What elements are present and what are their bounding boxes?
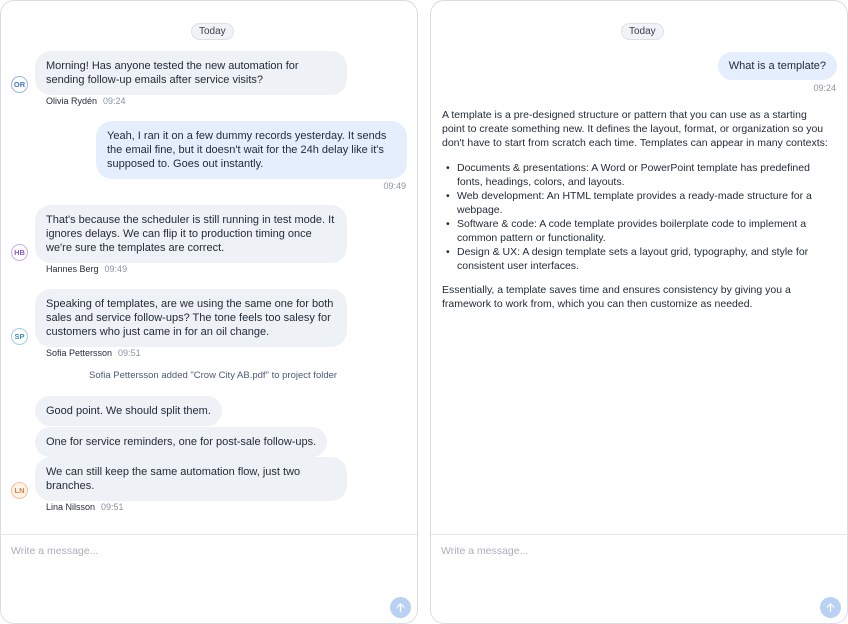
message-author: Lina Nilsson (46, 502, 96, 512)
system-message: Sofia Pettersson added "Crow City AB.pdf" to project folder (89, 370, 338, 381)
message-time: 09:49 (383, 181, 406, 191)
arrow-up-icon (395, 602, 406, 613)
answer-outro: Essentially, a template saves time and ensures consistency by giving you a framework to work from, which you can then customize as needed. (442, 284, 791, 310)
message-bubble: We can still keep the same automation flow, just two branches. (35, 457, 347, 501)
message-author: Sofia Pettersson (46, 348, 113, 358)
message-bubble: Morning! Has anyone tested the new automation for sending follow-up emails after service visits? (35, 51, 347, 95)
message-bubble-outgoing: Yeah, I ran it on a few dummy records yesterday. It sends the email fine, but it doesn't wait for the 24h delay like it's supposed to. Goes out instantly. (96, 121, 407, 179)
message-meta (46, 348, 141, 359)
assistant-answer (442, 108, 832, 311)
message-composer (431, 534, 847, 623)
message-bubble: One for service reminders, one for post-sale follow-ups. (35, 427, 327, 457)
answer-list-item: • Software & code: A code template provides boilerplate code to implement a common pattern or functionality. (442, 217, 832, 245)
message-bubble: Good point. We should split them. (35, 396, 222, 426)
avatar[interactable]: HB (11, 244, 28, 261)
answer-list (442, 161, 832, 273)
arrow-up-icon (825, 602, 836, 613)
date-separator: Today (621, 23, 664, 40)
message-author: Olivia Rydén (46, 96, 98, 106)
message-meta (46, 264, 127, 275)
message-meta (46, 502, 124, 513)
chat-panel-right (430, 0, 848, 624)
message-meta (46, 96, 126, 107)
answer-list-item: • Web development: An HTML template provides a ready-made structure for a webpage. (442, 189, 832, 217)
avatar[interactable]: LN (11, 482, 28, 499)
message-time: 09:24 (813, 83, 836, 93)
message-input[interactable] (441, 542, 771, 560)
answer-list-item: • Documents & presentations: A Word or PowerPoint template has predefined fonts, headings, colors, and layouts. (442, 161, 832, 189)
message-composer (1, 534, 417, 623)
date-separator: Today (191, 23, 234, 40)
message-time: 09:49 (104, 264, 128, 274)
message-input[interactable] (11, 542, 341, 560)
question-bubble: What is a template? (718, 52, 837, 80)
message-time: 09:24 (103, 96, 126, 106)
answer-list-item: • Design & UX: A design template sets a layout grid, typography, and style for consistent user interfaces. (442, 245, 832, 273)
message-bubble: Speaking of templates, are we using the same one for both sales and service follow-ups? The tone feels too salesy for customers who just came in for an oil change. (35, 289, 347, 347)
send-button[interactable] (820, 597, 841, 618)
message-time: 09:51 (101, 502, 124, 512)
answer-intro: A template is a pre-designed structure or pattern that you can use as a starting point to create something new. It defines the layout, format, or organization so you don't have to start from scratch each time. Templates can appear in many contexts: (442, 109, 828, 149)
message-time: 09:51 (118, 348, 141, 358)
message-author: Hannes Berg (46, 264, 99, 274)
chat-panel-left (0, 0, 418, 624)
avatar[interactable]: SP (11, 328, 28, 345)
message-bubble: That's because the scheduler is still running in test mode. It ignores delays. We can flip it to production timing once we're sure the templates are correct. (35, 205, 347, 263)
avatar[interactable]: OR (11, 76, 28, 93)
send-button[interactable] (390, 597, 411, 618)
